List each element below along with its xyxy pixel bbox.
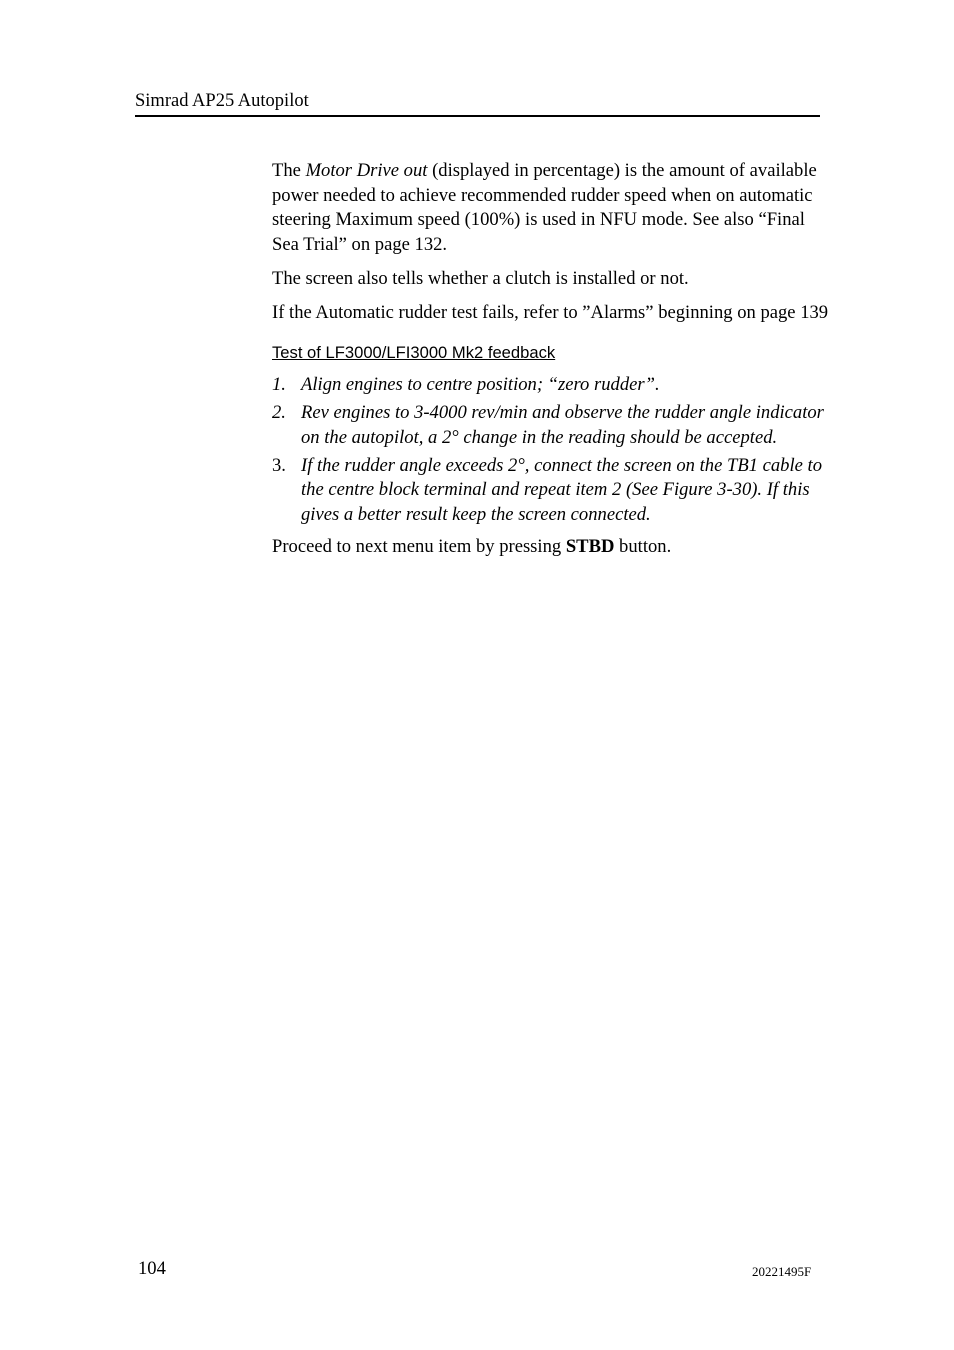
procedure-steps	[272, 373, 832, 527]
document-number: 20221495F	[752, 1264, 812, 1279]
motor-drive-paragraph	[272, 159, 832, 257]
step-number: 3.	[272, 454, 286, 476]
motor-drive-term: Motor Drive out	[305, 160, 428, 181]
proceed-paragraph	[272, 535, 832, 560]
running-header-title: Simrad AP25 Autopilot	[135, 91, 309, 111]
step-item	[272, 454, 832, 528]
proceed-pre: Proceed to next menu item by pressing	[272, 536, 566, 557]
step-text: If the rudder angle exceeds 2°, connect the screen on the TB1 cable to the centre block terminal and repeat item 2 (See Figure 3-30). If this gives a better result keep the screen connected.	[301, 454, 823, 525]
step-number: 1.	[272, 374, 286, 395]
section-heading: Test of LF3000/LFI3000 Mk2 feedback	[272, 343, 556, 362]
motor-drive-pre: The	[272, 160, 306, 181]
motor-drive-post: (displayed in percentage) is the amount of available power needed to achieve recommended rudder speed when on automatic steering Maximum speed (100%) is used in NFU mode. See also “Final Sea Trial” on page 132.	[272, 160, 817, 255]
step-text: Rev engines to 3-4000 rev/min and observe the rudder angle indicator on the autopilot, a 2° change in the reading should be accepted.	[301, 402, 824, 448]
step-number: 2.	[272, 402, 286, 423]
header-divider	[135, 115, 820, 117]
page-body	[272, 159, 832, 569]
step-text: Align engines to centre position; “zero rudder”.	[301, 374, 660, 395]
step-item	[272, 401, 832, 450]
proceed-post: button.	[614, 536, 672, 557]
alarms-paragraph: If the Automatic rudder test fails, refer to ”Alarms” beginning on page 139	[272, 301, 829, 323]
clutch-paragraph: The screen also tells whether a clutch is installed or not.	[272, 267, 689, 289]
step-item	[272, 373, 832, 398]
page-number: 104	[138, 1258, 166, 1279]
stbd-button-label: STBD	[565, 536, 615, 557]
